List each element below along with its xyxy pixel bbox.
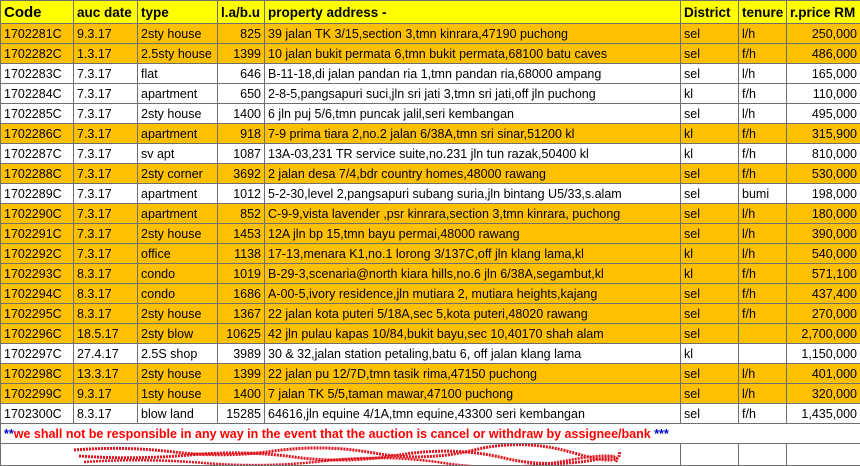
cell-price[interactable]: 530,000 — [787, 164, 860, 184]
cell-district[interactable]: sel — [681, 404, 739, 424]
cell-area[interactable]: 646 — [218, 64, 265, 84]
cell-code[interactable]: 1702287C — [1, 144, 74, 164]
cell-auction-date[interactable]: 8.3.17 — [74, 304, 138, 324]
cell-tenure[interactable]: f/h — [739, 404, 787, 424]
cell-tenure[interactable] — [739, 324, 787, 344]
header-tenure[interactable]: tenure — [739, 1, 787, 24]
table-row[interactable] — [1, 184, 860, 204]
cell-district[interactable]: kl — [681, 84, 739, 104]
cell-price[interactable]: 486,000 — [787, 44, 860, 64]
table-row[interactable] — [1, 164, 860, 184]
cell-type[interactable]: 2sty house — [138, 104, 218, 124]
cell-area[interactable]: 650 — [218, 84, 265, 104]
cell-district[interactable]: sel — [681, 284, 739, 304]
table-row[interactable] — [1, 344, 860, 364]
cell-type[interactable]: 2sty corner — [138, 164, 218, 184]
cell-district[interactable]: kl — [681, 244, 739, 264]
cell-tenure[interactable]: f/h — [739, 164, 787, 184]
cell-area[interactable]: 10625 — [218, 324, 265, 344]
cell-price[interactable]: 390,000 — [787, 224, 860, 244]
cell-district[interactable]: sel — [681, 324, 739, 344]
cell-type[interactable]: blow land — [138, 404, 218, 424]
cell-address[interactable]: B-29-3,scenaria@north kiara hills,no.6 jln 6/38A,segambut,kl — [265, 264, 681, 284]
cell-district[interactable]: sel — [681, 184, 739, 204]
cell-auction-date[interactable]: 9.3.17 — [74, 384, 138, 404]
disclaimer-row — [1, 424, 860, 444]
cell-district[interactable]: kl — [681, 144, 739, 164]
table-row[interactable] — [1, 264, 860, 284]
cell-code[interactable]: 1702290C — [1, 204, 74, 224]
cell-price[interactable]: 1,150,000 — [787, 344, 860, 364]
cell-type[interactable]: flat — [138, 64, 218, 84]
cell-district[interactable]: sel — [681, 384, 739, 404]
cell-price[interactable]: 110,000 — [787, 84, 860, 104]
cell-address[interactable]: 12A jln bp 15,tmn bayu permai,48000 rawang — [265, 224, 681, 244]
cell-type[interactable]: apartment — [138, 184, 218, 204]
cell-type[interactable]: sv apt — [138, 144, 218, 164]
cell-type[interactable]: condo — [138, 264, 218, 284]
header-code[interactable]: Code — [1, 1, 74, 24]
cell-price[interactable]: 320,000 — [787, 384, 860, 404]
cell-address[interactable]: 42 jln pulau kapas 10/84,bukit bayu,sec 10,40170 shah alam — [265, 324, 681, 344]
table-row[interactable] — [1, 24, 860, 44]
cell-district[interactable]: sel — [681, 204, 739, 224]
cell-price[interactable]: 437,400 — [787, 284, 860, 304]
cell-price[interactable]: 315,900 — [787, 124, 860, 144]
cell-auction-date[interactable]: 8.3.17 — [74, 404, 138, 424]
cell-address[interactable]: 2 jalan desa 7/4,bdr country homes,48000 rawang — [265, 164, 681, 184]
cell-tenure[interactable] — [739, 344, 787, 364]
cell-code[interactable]: 1702291C — [1, 224, 74, 244]
cell-code[interactable]: 1702282C — [1, 44, 74, 64]
cell-address[interactable]: 2-8-5,pangsapuri suci,jln sri jati 3,tmn sri jati,off jln puchong — [265, 84, 681, 104]
cell-area[interactable]: 1400 — [218, 104, 265, 124]
header-type[interactable]: type — [138, 1, 218, 24]
cell-tenure[interactable]: f/h — [739, 84, 787, 104]
header-auction-date[interactable]: auc date — [74, 1, 138, 24]
table-row[interactable] — [1, 64, 860, 84]
cell-address[interactable]: 22 jalan kota puteri 5/18A,sec 5,kota puteri,48020 rawang — [265, 304, 681, 324]
cell-auction-date[interactable]: 7.3.17 — [74, 164, 138, 184]
cell-district[interactable]: sel — [681, 164, 739, 184]
table-row[interactable] — [1, 84, 860, 104]
cell-address[interactable]: 22 jalan pu 12/7D,tmn tasik rima,47150 puchong — [265, 364, 681, 384]
cell-price[interactable]: 165,000 — [787, 64, 860, 84]
cell-district[interactable]: kl — [681, 344, 739, 364]
cell-area[interactable]: 3989 — [218, 344, 265, 364]
cell-district[interactable]: sel — [681, 24, 739, 44]
table-row[interactable] — [1, 44, 860, 64]
cell-tenure[interactable]: l/h — [739, 24, 787, 44]
disclaimer-cell — [1, 424, 860, 444]
cell-area[interactable]: 1399 — [218, 44, 265, 64]
table-row[interactable] — [1, 284, 860, 304]
cell-code[interactable]: 1702296C — [1, 324, 74, 344]
disclaimer-suffix: *** — [651, 427, 669, 441]
cell-type[interactable]: 1sty house — [138, 384, 218, 404]
cell-area[interactable]: 1019 — [218, 264, 265, 284]
cell-price[interactable]: 250,000 — [787, 24, 860, 44]
cell-district[interactable]: sel — [681, 224, 739, 244]
cell-area[interactable]: 1138 — [218, 244, 265, 264]
cell-address[interactable]: 39 jalan TK 3/15,section 3,tmn kinrara,47190 puchong — [265, 24, 681, 44]
cell-area[interactable]: 918 — [218, 124, 265, 144]
cell-district[interactable]: sel — [681, 104, 739, 124]
blank-cell — [787, 444, 860, 466]
cell-address[interactable]: 64616,jln equine 4/1A,tmn equine,43300 seri kembangan — [265, 404, 681, 424]
table-row[interactable] — [1, 364, 860, 384]
cell-auction-date[interactable]: 13.3.17 — [74, 364, 138, 384]
cell-tenure[interactable]: f/h — [739, 264, 787, 284]
cell-area[interactable]: 1686 — [218, 284, 265, 304]
cell-code[interactable]: 1702292C — [1, 244, 74, 264]
cell-type[interactable]: condo — [138, 284, 218, 304]
table-row[interactable] — [1, 324, 860, 344]
cell-type[interactable]: 2sty house — [138, 304, 218, 324]
cell-area[interactable]: 1367 — [218, 304, 265, 324]
blank-cell — [681, 444, 739, 466]
cell-code[interactable]: 1702281C — [1, 24, 74, 44]
table-row[interactable] — [1, 144, 860, 164]
cell-price[interactable]: 810,000 — [787, 144, 860, 164]
cell-area[interactable]: 1399 — [218, 364, 265, 384]
cell-address[interactable]: B-11-18,di jalan pandan ria 1,tmn pandan ria,68000 ampang — [265, 64, 681, 84]
blank-cell — [739, 444, 787, 466]
cell-address[interactable]: 13A-03,231 TR service suite,no.231 jln tun razak,50400 kl — [265, 144, 681, 164]
cell-type[interactable]: 2sty house — [138, 364, 218, 384]
cell-auction-date[interactable]: 7.3.17 — [74, 244, 138, 264]
cell-type[interactable]: 2.5sty house — [138, 44, 218, 64]
header-row — [1, 1, 860, 24]
header-area[interactable]: l.a/b.u — [218, 1, 265, 24]
cell-address[interactable]: 17-13,menara K1,no.1 lorong 3/137C,off jln klang lama,kl — [265, 244, 681, 264]
cell-tenure[interactable]: f/h — [739, 284, 787, 304]
cell-price[interactable]: 180,000 — [787, 204, 860, 224]
cell-area[interactable]: 3692 — [218, 164, 265, 184]
disclaimer-text — [4, 427, 669, 441]
redacted-scribble-cell — [1, 444, 681, 466]
table-row[interactable] — [1, 224, 860, 244]
cell-code[interactable]: 1702300C — [1, 404, 74, 424]
cell-code[interactable]: 1702285C — [1, 104, 74, 124]
cell-address[interactable]: 30 & 32,jalan station petaling,batu 6, off jalan klang lama — [265, 344, 681, 364]
cell-type[interactable]: 2sty blow — [138, 324, 218, 344]
cell-price[interactable]: 2,700,000 — [787, 324, 860, 344]
cell-area[interactable]: 1453 — [218, 224, 265, 244]
cell-district[interactable]: sel — [681, 364, 739, 384]
disclaimer-prefix: ** — [4, 427, 14, 441]
cell-area[interactable]: 1012 — [218, 184, 265, 204]
cell-code[interactable]: 1702298C — [1, 364, 74, 384]
cell-address[interactable]: 6 jln puj 5/6,tmn puncak jalil,seri kembangan — [265, 104, 681, 124]
cell-address[interactable]: 7-9 prima tiara 2,no.2 jalan 6/38A,tmn sri sinar,51200 kl — [265, 124, 681, 144]
table-row[interactable] — [1, 304, 860, 324]
cell-auction-date[interactable]: 7.3.17 — [74, 84, 138, 104]
cell-area[interactable]: 1087 — [218, 144, 265, 164]
table-row[interactable] — [1, 104, 860, 124]
cell-district[interactable]: sel — [681, 304, 739, 324]
cell-type[interactable]: 2.5S shop — [138, 344, 218, 364]
cell-auction-date[interactable]: 7.3.17 — [74, 204, 138, 224]
cell-auction-date[interactable]: 1.3.17 — [74, 44, 138, 64]
table-row[interactable] — [1, 204, 860, 224]
header-district[interactable]: District — [681, 1, 739, 24]
cell-code[interactable]: 1702294C — [1, 284, 74, 304]
cell-price[interactable]: 270,000 — [787, 304, 860, 324]
table-row[interactable] — [1, 244, 860, 264]
cell-auction-date[interactable]: 7.3.17 — [74, 144, 138, 164]
cell-auction-date[interactable]: 27.4.17 — [74, 344, 138, 364]
cell-code[interactable]: 1702295C — [1, 304, 74, 324]
cell-price[interactable]: 540,000 — [787, 244, 860, 264]
cell-tenure[interactable]: l/h — [739, 204, 787, 224]
cell-address[interactable]: C-9-9,vista lavender ,psr kinrara,section 3,tmn kinrara, puchong — [265, 204, 681, 224]
cell-area[interactable]: 825 — [218, 24, 265, 44]
header-address[interactable]: property address - — [265, 1, 681, 24]
redacted-row — [1, 444, 860, 466]
cell-tenure[interactable]: f/h — [739, 44, 787, 64]
cell-auction-date[interactable]: 7.3.17 — [74, 124, 138, 144]
cell-auction-date[interactable]: 7.3.17 — [74, 104, 138, 124]
cell-tenure[interactable]: f/h — [739, 304, 787, 324]
cell-district[interactable]: kl — [681, 264, 739, 284]
cell-type[interactable]: apartment — [138, 124, 218, 144]
cell-price[interactable]: 401,000 — [787, 364, 860, 384]
cell-code[interactable]: 1702284C — [1, 84, 74, 104]
cell-auction-date[interactable]: 18.5.17 — [74, 324, 138, 344]
cell-area[interactable]: 852 — [218, 204, 265, 224]
cell-code[interactable]: 1702293C — [1, 264, 74, 284]
cell-tenure[interactable]: bumi — [739, 184, 787, 204]
table-row[interactable] — [1, 124, 860, 144]
cell-price[interactable]: 571,100 — [787, 264, 860, 284]
cell-type[interactable]: office — [138, 244, 218, 264]
cell-code[interactable]: 1702288C — [1, 164, 74, 184]
cell-tenure[interactable]: l/h — [739, 64, 787, 84]
cell-type[interactable]: apartment — [138, 204, 218, 224]
cell-code[interactable]: 1702299C — [1, 384, 74, 404]
cell-address[interactable]: A-00-5,ivory residence,jln mutiara 2, mutiara heights,kajang — [265, 284, 681, 304]
cell-tenure[interactable]: l/h — [739, 104, 787, 124]
cell-code[interactable]: 1702286C — [1, 124, 74, 144]
cell-auction-date[interactable]: 8.3.17 — [74, 284, 138, 304]
table-row[interactable] — [1, 404, 860, 424]
cell-price[interactable]: 1,435,000 — [787, 404, 860, 424]
cell-type[interactable]: 2sty house — [138, 224, 218, 244]
cell-area[interactable]: 15285 — [218, 404, 265, 424]
cell-auction-date[interactable]: 8.3.17 — [74, 264, 138, 284]
cell-price[interactable]: 495,000 — [787, 104, 860, 124]
cell-tenure[interactable]: l/h — [739, 224, 787, 244]
cell-address[interactable]: 10 jalan bukit permata 6,tmn bukit permata,68100 batu caves — [265, 44, 681, 64]
cell-tenure[interactable]: f/h — [739, 124, 787, 144]
cell-tenure[interactable]: l/h — [739, 364, 787, 384]
cell-tenure[interactable]: l/h — [739, 384, 787, 404]
cell-code[interactable]: 1702283C — [1, 64, 74, 84]
cell-district[interactable]: kl — [681, 124, 739, 144]
disclaimer-body: we shall not be responsible in any way in the event that the auction is cancel or withdraw by assignee/bank — [14, 427, 651, 441]
cell-area[interactable]: 1400 — [218, 384, 265, 404]
cell-auction-date[interactable]: 9.3.17 — [74, 24, 138, 44]
cell-auction-date[interactable]: 7.3.17 — [74, 184, 138, 204]
cell-type[interactable]: 2sty house — [138, 24, 218, 44]
cell-auction-date[interactable]: 7.3.17 — [74, 64, 138, 84]
cell-tenure[interactable]: l/h — [739, 244, 787, 264]
cell-type[interactable]: apartment — [138, 84, 218, 104]
cell-code[interactable]: 1702289C — [1, 184, 74, 204]
cell-tenure[interactable]: f/h — [739, 144, 787, 164]
cell-district[interactable]: sel — [681, 44, 739, 64]
cell-address[interactable]: 7 jalan TK 5/5,taman mawar,47100 puchong — [265, 384, 681, 404]
cell-address[interactable]: 5-2-30,level 2,pangsapuri subang suria,jln bintang U5/33,s.alam — [265, 184, 681, 204]
cell-price[interactable]: 198,000 — [787, 184, 860, 204]
cell-auction-date[interactable]: 7.3.17 — [74, 224, 138, 244]
cell-code[interactable]: 1702297C — [1, 344, 74, 364]
cell-district[interactable]: sel — [681, 64, 739, 84]
header-price[interactable]: r.price RM — [787, 1, 860, 24]
table-row[interactable] — [1, 384, 860, 404]
